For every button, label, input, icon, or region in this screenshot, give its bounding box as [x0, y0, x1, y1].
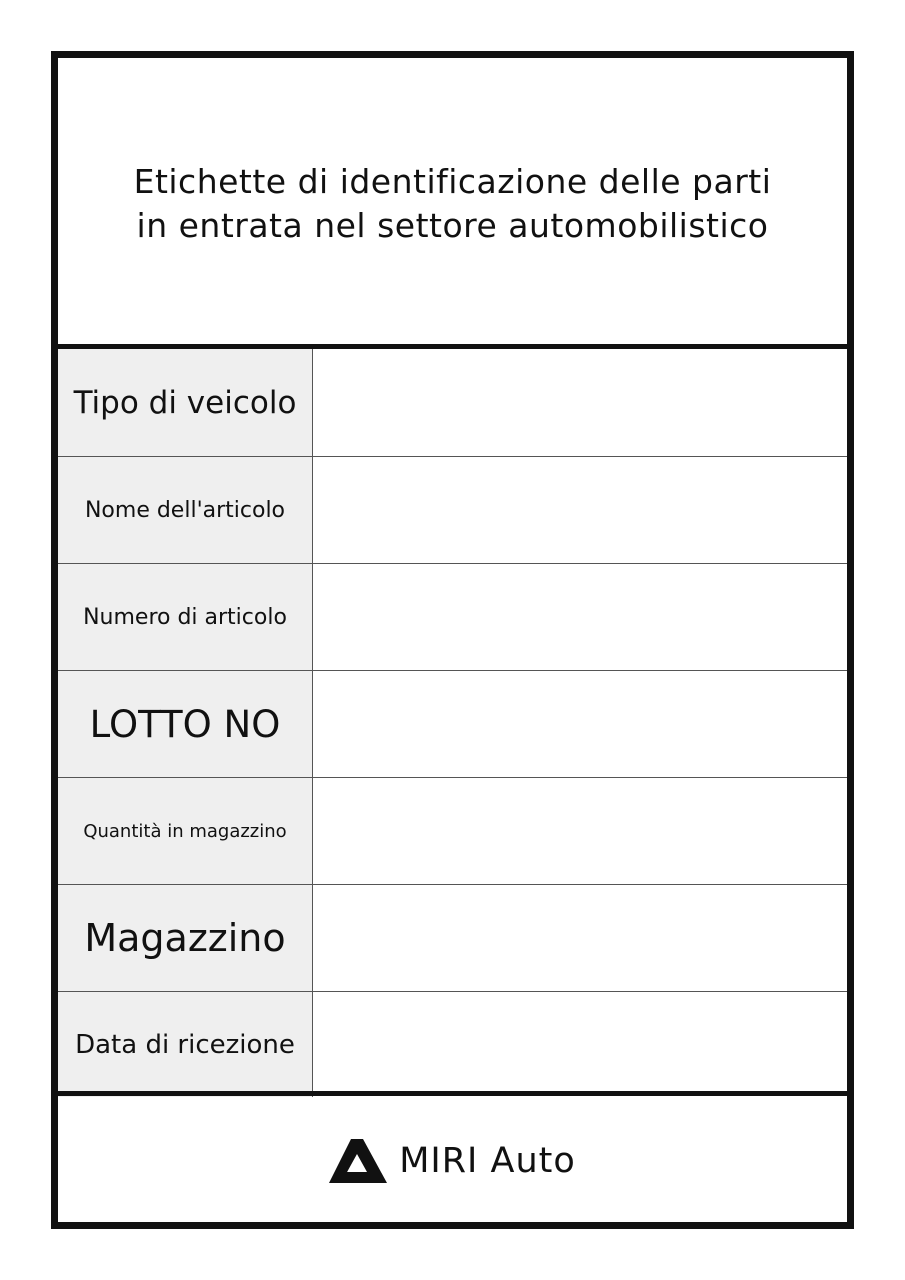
field-label-lot-number: LOTTO NO [58, 671, 313, 777]
field-label-item-number: Numero di articolo [58, 564, 313, 670]
field-label-item-name: Nome dell'articolo [58, 457, 313, 563]
field-label-vehicle-type: Tipo di veicolo [58, 349, 313, 456]
label-title-line-2: in entrata nel settore automobilistico [136, 206, 769, 245]
field-label-receipt-date: Data di ricezione [58, 992, 313, 1097]
field-label-stock-quantity: Quantità in magazzino [58, 778, 313, 884]
brand [329, 1139, 576, 1183]
field-label-warehouse: Magazzino [58, 885, 313, 991]
field-value-item-number[interactable] [313, 564, 847, 670]
field-value-warehouse[interactable] [313, 885, 847, 991]
field-row-item-number [58, 564, 847, 671]
field-row-item-name [58, 457, 847, 564]
triangle-a-logo-icon [329, 1139, 387, 1183]
label-header [58, 58, 847, 349]
field-value-vehicle-type[interactable] [313, 349, 847, 456]
field-row-stock-quantity [58, 778, 847, 885]
fields-table [58, 349, 847, 1100]
field-value-stock-quantity[interactable] [313, 778, 847, 884]
label-footer [58, 1091, 847, 1222]
field-value-item-name[interactable] [313, 457, 847, 563]
label-title-line-1: Etichette di identificazione delle parti [133, 162, 772, 201]
field-value-receipt-date[interactable] [313, 992, 847, 1097]
field-row-warehouse [58, 885, 847, 992]
field-value-lot-number[interactable] [313, 671, 847, 777]
field-row-receipt-date [58, 992, 847, 1097]
field-row-vehicle-type [58, 349, 847, 457]
field-row-lot-number [58, 671, 847, 778]
label-title [73, 154, 833, 248]
brand-name: MIRI Auto [399, 1141, 576, 1181]
part-identification-label [51, 51, 854, 1229]
